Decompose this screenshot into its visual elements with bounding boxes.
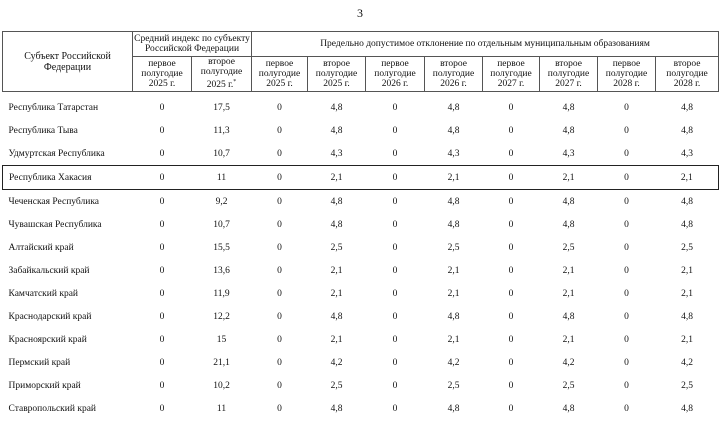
table-body (3, 92, 719, 421)
value-cell: 2,5 (681, 380, 693, 391)
table-row (3, 305, 719, 328)
value-cell: 2,5 (447, 242, 460, 253)
period-year-label: 2025 г. (148, 79, 176, 89)
region-name: Ставропольский край (8, 403, 97, 414)
value-cell: 2,5 (330, 242, 343, 253)
value-cell: 0 (624, 102, 629, 113)
value-cell: 2,5 (447, 380, 460, 391)
value-cell: 2,5 (681, 242, 693, 253)
region-name: Удмуртская Республика (8, 148, 105, 159)
region-name: Пермский край (8, 357, 71, 368)
value-cell: 17,5 (213, 102, 230, 113)
deviation-group-header: Предельно допустимое отклонение по отдельным муниципальным образованиям (252, 32, 719, 57)
value-cell: 0 (252, 166, 308, 190)
value-cell: 0 (277, 196, 282, 207)
value-cell: 0 (159, 403, 165, 414)
value-cell: 0 (159, 265, 165, 276)
table-row (3, 259, 719, 282)
value-cell: 2,1 (447, 288, 460, 299)
subject-column-header: Субъект Российской Федерации (3, 32, 133, 92)
period-year-label: 2027 г. (555, 79, 582, 89)
period-year-label: 2027 г. (497, 79, 525, 89)
value-cell: 0 (392, 357, 398, 368)
value-cell: 2,1 (681, 334, 693, 345)
value-cell: 0 (392, 265, 398, 276)
value-cell: 0 (508, 288, 514, 299)
value-cell: 10,7 (213, 148, 230, 159)
value-cell: 4,2 (562, 357, 575, 368)
value-cell: 0 (624, 125, 629, 136)
value-cell: 0 (159, 196, 165, 207)
value-cell: 0 (392, 288, 398, 299)
period-header (252, 57, 308, 92)
value-cell: 2,1 (656, 166, 719, 190)
value-cell: 0 (624, 357, 629, 368)
value-cell: 0 (159, 125, 165, 136)
value-cell: 4,8 (562, 403, 575, 414)
value-cell: 2,1 (681, 265, 693, 276)
value-cell: 4,8 (330, 102, 343, 113)
value-cell: 0 (624, 380, 629, 391)
value-cell: 0 (624, 242, 629, 253)
region-name: Чеченская Республика (8, 196, 100, 207)
value-cell: 0 (277, 334, 282, 345)
period-header (540, 57, 598, 92)
value-cell: 0 (277, 125, 282, 136)
value-cell: 0 (392, 125, 398, 136)
value-cell: 0 (624, 219, 629, 230)
period-half-label: второе полугодие (547, 59, 590, 79)
value-cell: 4,8 (447, 403, 460, 414)
table-row (3, 351, 719, 374)
table-row (3, 142, 719, 166)
value-cell: 0 (277, 219, 282, 230)
value-cell: 4,8 (330, 196, 343, 207)
period-year-label: 2028 г. (673, 79, 701, 89)
value-cell: 0 (392, 102, 398, 113)
value-cell: 4,8 (447, 311, 460, 322)
value-cell: 4,8 (447, 196, 460, 207)
value-cell: 2,1 (425, 166, 483, 190)
value-cell: 11,3 (213, 125, 230, 136)
table-row (3, 119, 719, 142)
value-cell: 0 (508, 311, 514, 322)
region-name: Приморский край (8, 380, 81, 391)
value-cell: 2,1 (681, 288, 693, 299)
value-cell: 0 (159, 380, 165, 391)
value-cell: 0 (508, 219, 514, 230)
value-cell: 0 (159, 148, 165, 159)
value-cell: 0 (508, 380, 514, 391)
value-cell: 4,8 (562, 102, 575, 113)
value-cell: 0 (624, 196, 629, 207)
value-cell: 0 (392, 148, 398, 159)
value-cell: 4,8 (447, 102, 460, 113)
period-header (308, 57, 366, 92)
value-cell: 0 (624, 288, 629, 299)
value-cell: 2,1 (562, 288, 575, 299)
period-year-label: 2026 г. (440, 79, 467, 89)
period-header (483, 57, 540, 92)
value-cell: 10,7 (213, 219, 230, 230)
table-row (3, 397, 719, 420)
period-half-label: первое полугодие (141, 59, 183, 79)
value-cell: 2,1 (330, 265, 343, 276)
value-cell: 0 (159, 219, 165, 230)
period-year-label: 2026 г. (381, 79, 409, 89)
value-cell: 0 (159, 242, 165, 253)
value-cell: 0 (277, 403, 282, 414)
table-row (3, 190, 719, 214)
value-cell: 11,9 (213, 288, 230, 299)
value-cell: 0 (392, 403, 398, 414)
value-cell: 4,8 (330, 125, 343, 136)
value-cell: 0 (366, 166, 425, 190)
period-header (425, 57, 483, 92)
value-cell: 0 (277, 148, 282, 159)
value-cell: 2,1 (308, 166, 366, 190)
value-cell: 0 (277, 102, 282, 113)
value-cell: 2,1 (330, 288, 343, 299)
value-cell: 2,1 (447, 334, 460, 345)
value-cell: 4,3 (447, 148, 460, 159)
region-name: Чувашская Республика (8, 219, 102, 230)
period-header (598, 57, 656, 92)
table-row (3, 236, 719, 259)
region-name: Камчатский край (8, 288, 78, 299)
period-year-label: 2028 г. (613, 79, 640, 89)
value-cell: 0 (392, 219, 398, 230)
region-name: Красноярский край (8, 334, 87, 345)
table-row (3, 328, 719, 351)
value-cell: 10,2 (213, 380, 230, 391)
value-cell: 2,1 (447, 265, 460, 276)
table-row (3, 282, 719, 305)
value-cell: 0 (508, 403, 514, 414)
value-cell: 12,2 (213, 311, 230, 322)
region-name: Краснодарский край (8, 311, 92, 322)
value-cell: 0 (624, 334, 629, 345)
value-cell: 0 (277, 265, 282, 276)
value-cell: 0 (392, 334, 398, 345)
value-cell: 21,1 (213, 357, 230, 368)
value-cell: 2,1 (540, 166, 598, 190)
value-cell: 0 (508, 357, 514, 368)
region-name: Республика Тыва (8, 125, 78, 136)
period-half-label: первое полугодие (374, 59, 416, 79)
value-cell: 0 (598, 166, 656, 190)
value-cell: 4,8 (330, 219, 343, 230)
region-name: Республика Татарстан (8, 102, 99, 113)
value-cell: 4,2 (681, 357, 693, 368)
value-cell: 0 (277, 311, 282, 322)
value-cell: 4,8 (681, 403, 693, 414)
table-header (3, 32, 719, 92)
value-cell: 4,3 (681, 148, 693, 159)
value-cell: 0 (392, 196, 398, 207)
value-cell: 0 (159, 334, 165, 345)
value-cell: 0 (277, 288, 282, 299)
period-year-label: 2025 г. (206, 80, 234, 91)
value-cell: 0 (159, 102, 165, 113)
region-name: Забайкальский край (8, 265, 90, 276)
value-cell: 4,2 (330, 357, 343, 368)
value-cell: 2,5 (562, 380, 575, 391)
value-cell: 4,8 (447, 219, 460, 230)
value-cell: 0 (624, 311, 629, 322)
value-cell: 11 (192, 166, 252, 190)
period-header (133, 57, 192, 92)
period-year-label: 2025 г. (266, 79, 293, 89)
value-cell: 0 (159, 288, 165, 299)
value-cell: 4,8 (681, 311, 693, 322)
value-cell: 4,3 (330, 148, 343, 159)
period-half-label: второе полугодие (200, 57, 243, 78)
value-cell: 2,5 (330, 380, 343, 391)
value-cell: 0 (508, 196, 514, 207)
value-cell: 0 (392, 380, 398, 391)
footnote-marker: * (233, 79, 237, 86)
value-cell: 4,8 (562, 125, 575, 136)
value-cell: 4,8 (447, 125, 460, 136)
value-cell: 0 (508, 148, 514, 159)
region-name: Алтайский край (8, 242, 74, 253)
table-row (3, 92, 719, 120)
region-name: Республика Хакасия (3, 166, 133, 190)
value-cell: 4,3 (562, 148, 575, 159)
value-cell: 13,6 (213, 265, 230, 276)
table-row (3, 213, 719, 236)
value-cell: 2,1 (330, 334, 343, 345)
value-cell: 0 (508, 102, 514, 113)
value-cell: 0 (624, 403, 629, 414)
value-cell: 0 (133, 166, 192, 190)
period-header (366, 57, 425, 92)
page-number: 3 (357, 6, 363, 20)
value-cell: 0 (277, 380, 282, 391)
period-year-label: 2025 г. (323, 79, 350, 89)
value-cell: 0 (508, 125, 514, 136)
value-cell: 0 (392, 311, 398, 322)
value-cell: 0 (159, 357, 165, 368)
value-cell: 0 (277, 357, 282, 368)
average-index-group-header: Средний индекс по субъекту Российской Федерации (133, 32, 252, 57)
period-half-label: второе полугодие (315, 59, 358, 79)
value-cell: 4,8 (681, 125, 693, 136)
period-half-label: второе полугодие (432, 59, 475, 79)
value-cell: 0 (508, 334, 514, 345)
value-cell: 15 (216, 334, 227, 345)
period-half-label: первое полугодие (605, 59, 648, 79)
value-cell: 4,8 (681, 219, 693, 230)
value-cell: 11 (216, 403, 227, 414)
value-cell: 15,5 (213, 242, 230, 253)
value-cell: 4,8 (681, 196, 693, 207)
value-cell: 0 (277, 242, 282, 253)
table-row (3, 374, 719, 397)
period-half-label: первое полугодие (258, 59, 301, 79)
value-cell: 2,1 (562, 334, 575, 345)
value-cell: 0 (508, 265, 514, 276)
value-cell: 2,5 (562, 242, 575, 253)
value-cell: 2,1 (562, 265, 575, 276)
period-header (192, 57, 252, 92)
value-cell: 4,2 (447, 357, 460, 368)
value-cell: 4,8 (562, 196, 575, 207)
value-cell: 0 (483, 166, 540, 190)
value-cell: 4,8 (330, 403, 343, 414)
tariff-index-table (2, 31, 719, 420)
value-cell: 0 (624, 148, 629, 159)
table-row (3, 166, 719, 190)
period-header (656, 57, 719, 92)
value-cell: 4,8 (562, 219, 575, 230)
value-cell: 0 (508, 242, 514, 253)
value-cell: 0 (159, 311, 165, 322)
period-half-label: второе полугодие (666, 59, 708, 79)
value-cell: 4,8 (330, 311, 343, 322)
value-cell: 0 (624, 265, 629, 276)
value-cell: 9,2 (215, 196, 228, 207)
value-cell: 4,8 (681, 102, 693, 113)
value-cell: 0 (392, 242, 398, 253)
period-half-label: первое полугодие (490, 59, 532, 79)
value-cell: 4,8 (562, 311, 575, 322)
